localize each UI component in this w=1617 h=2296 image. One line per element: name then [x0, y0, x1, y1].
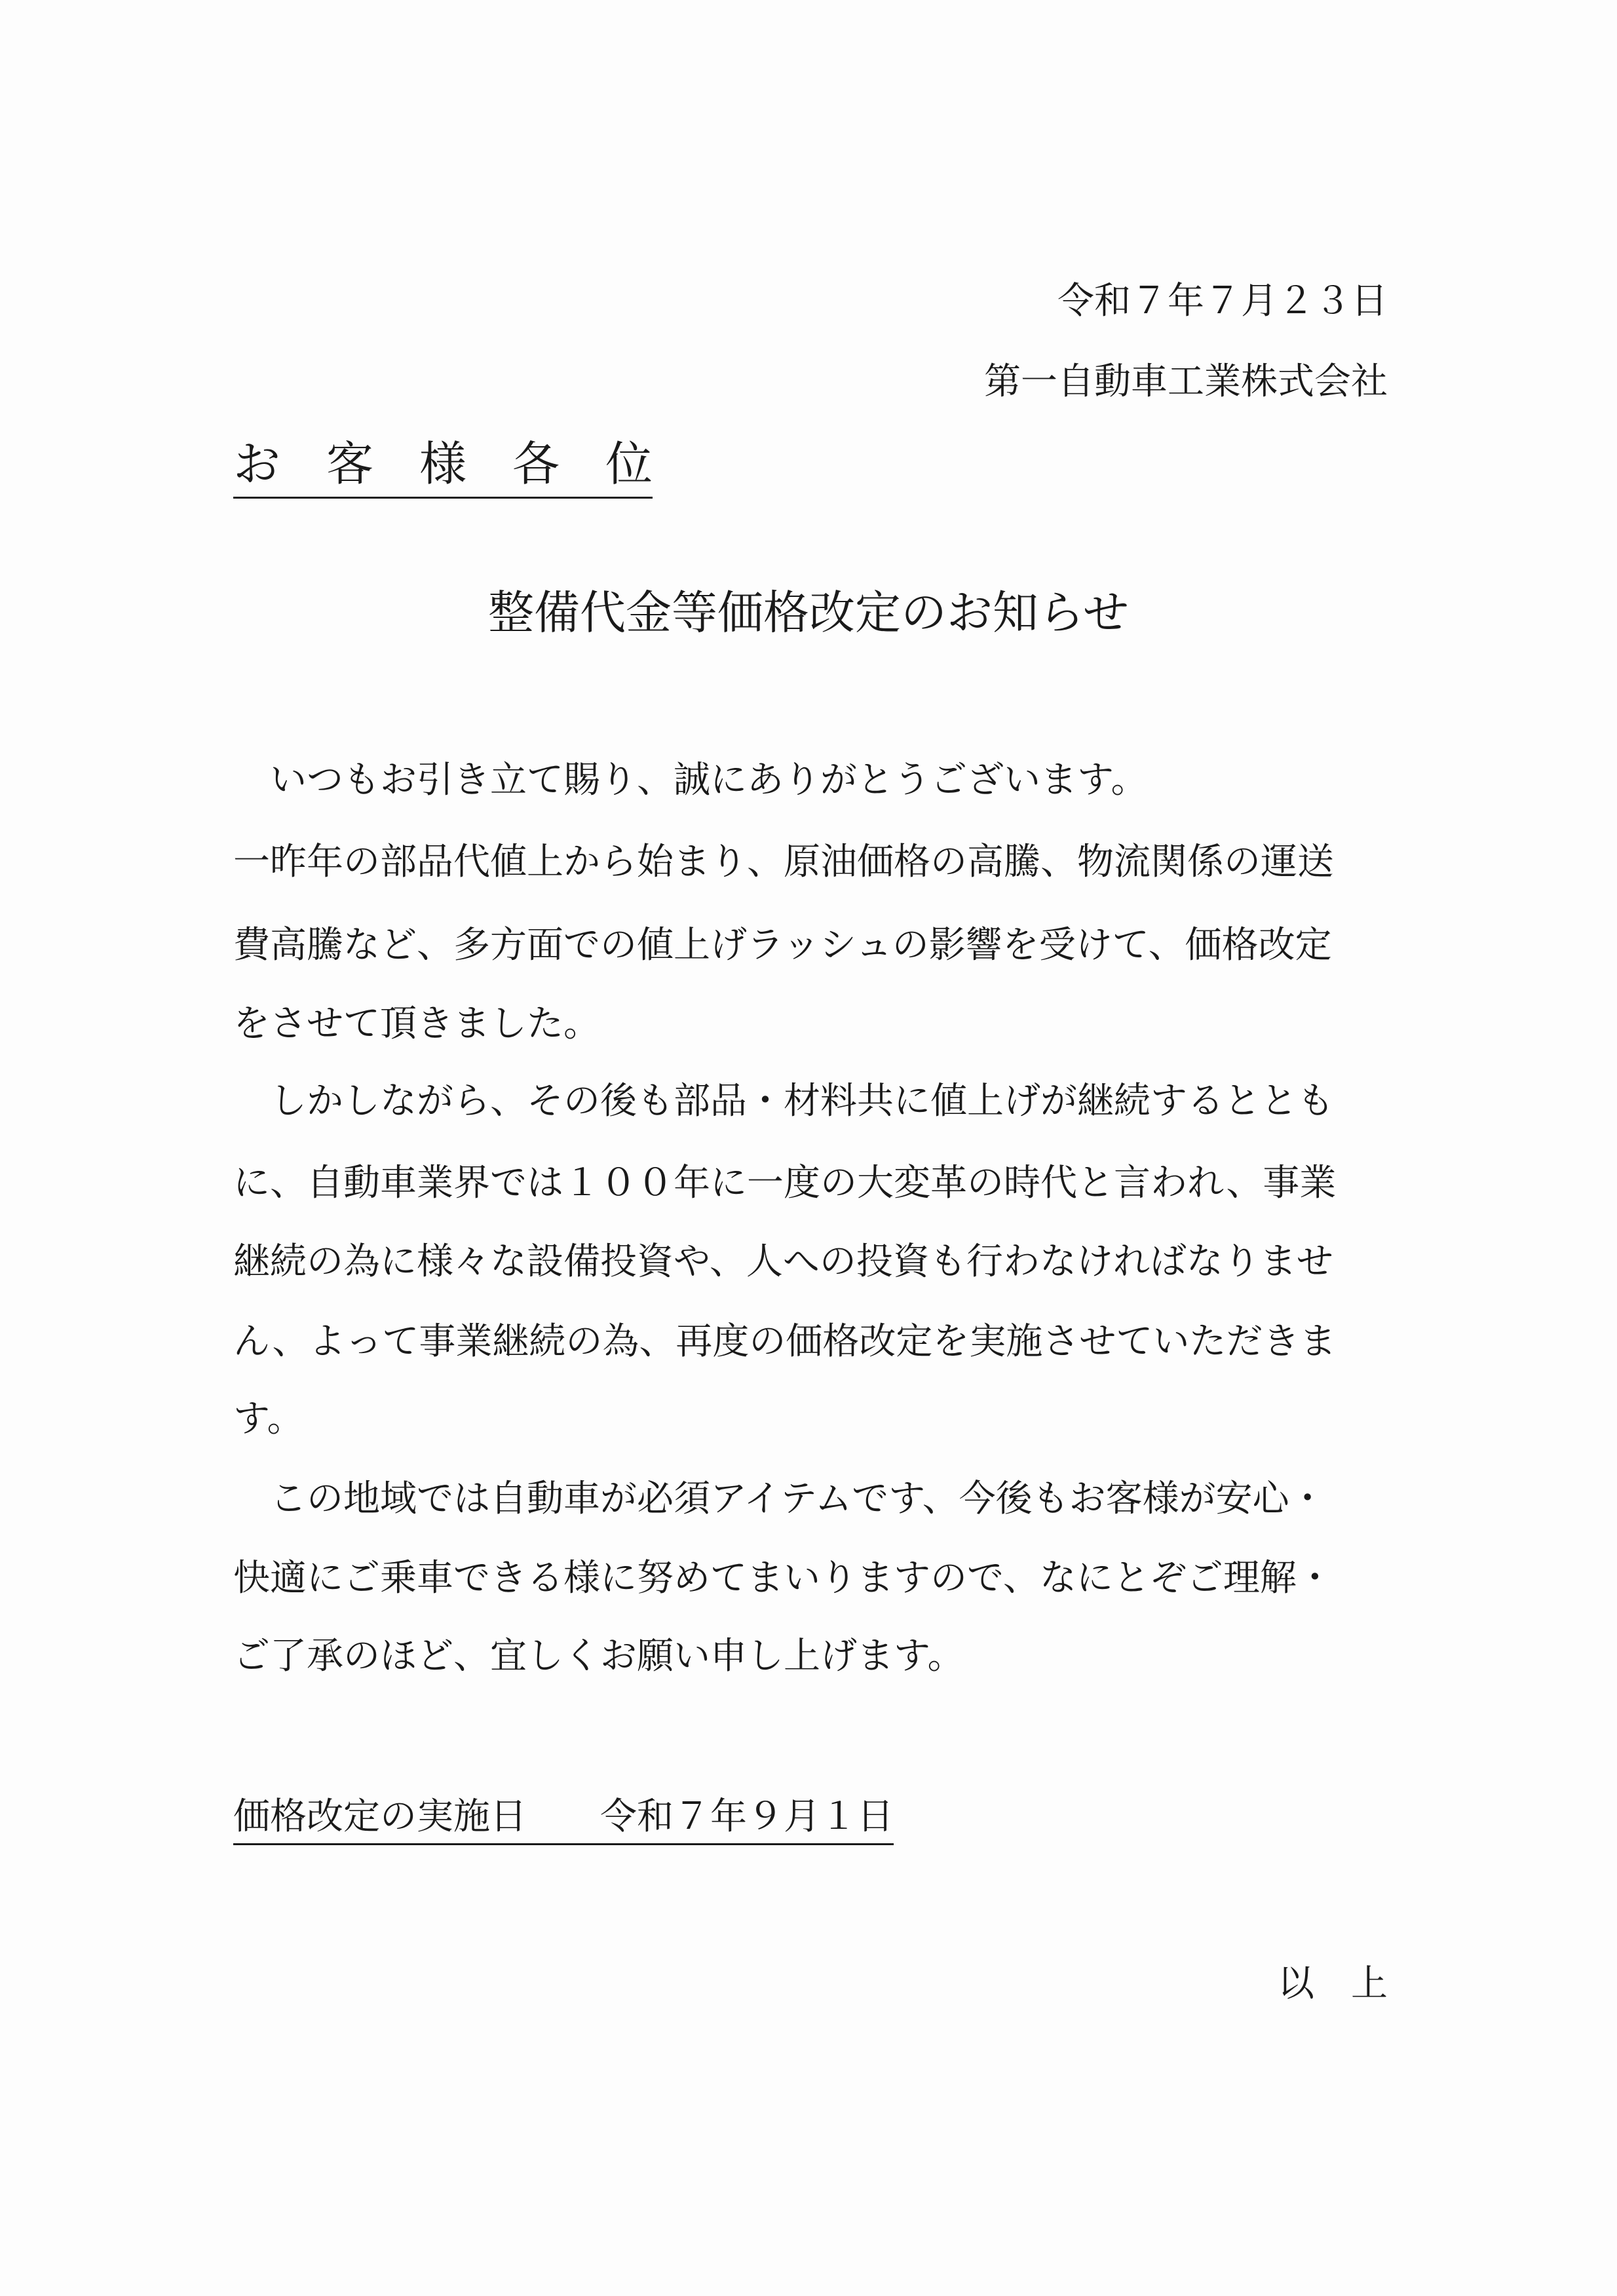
salutation-text: お客様各位	[233, 436, 653, 491]
document-title: 整備代金等価格改定のお知らせ	[488, 586, 1129, 640]
letter-date: 令和７年７月２３日	[1057, 280, 1388, 322]
body-line: この地域では自動車が必須アイテムです、今後もお客様が安心・	[233, 1478, 1326, 1520]
body-line: 費高騰など、多方面での値上げラッシュの影響を受けて、価格改定	[233, 924, 1332, 966]
body-line: 継続の為に様々な設備投資や、人への投資も行わなければなりませ	[233, 1240, 1333, 1283]
closing-remark: 以上	[1278, 1962, 1424, 2005]
body-line: 快適にご乗車できる様に努めてまいりますので、なにとぞご理解・	[233, 1557, 1333, 1599]
body-line: しかしながら、その後も部品・材料共に値上げが継続するととも	[233, 1080, 1334, 1122]
body-line: 一昨年の部品代値上から始まり、原油価格の高騰、物流関係の運送	[233, 841, 1334, 883]
body-line: をさせて頂きました。	[233, 1003, 600, 1045]
body-line: す。	[233, 1398, 304, 1440]
body-line: に、自動車業界では１００年に一度の大変革の時代と言われ、事業	[233, 1162, 1337, 1204]
effective-date	[233, 1795, 894, 1845]
effective-date-value: 令和７年９月１日	[600, 1795, 894, 1838]
salutation	[233, 436, 653, 499]
body-line: ご了承のほど、宜しくお願い申し上げます。	[233, 1635, 964, 1677]
effective-date-label: 価格改定の実施日	[233, 1795, 527, 1838]
body-line: いつもお引き立て賜り、誠にありがとうございます。	[233, 759, 1148, 801]
body-line: ん、よって事業継続の為、再度の価格改定を実施させていただきま	[233, 1320, 1337, 1363]
company-name: 第一自動車工業株式会社	[984, 360, 1388, 403]
